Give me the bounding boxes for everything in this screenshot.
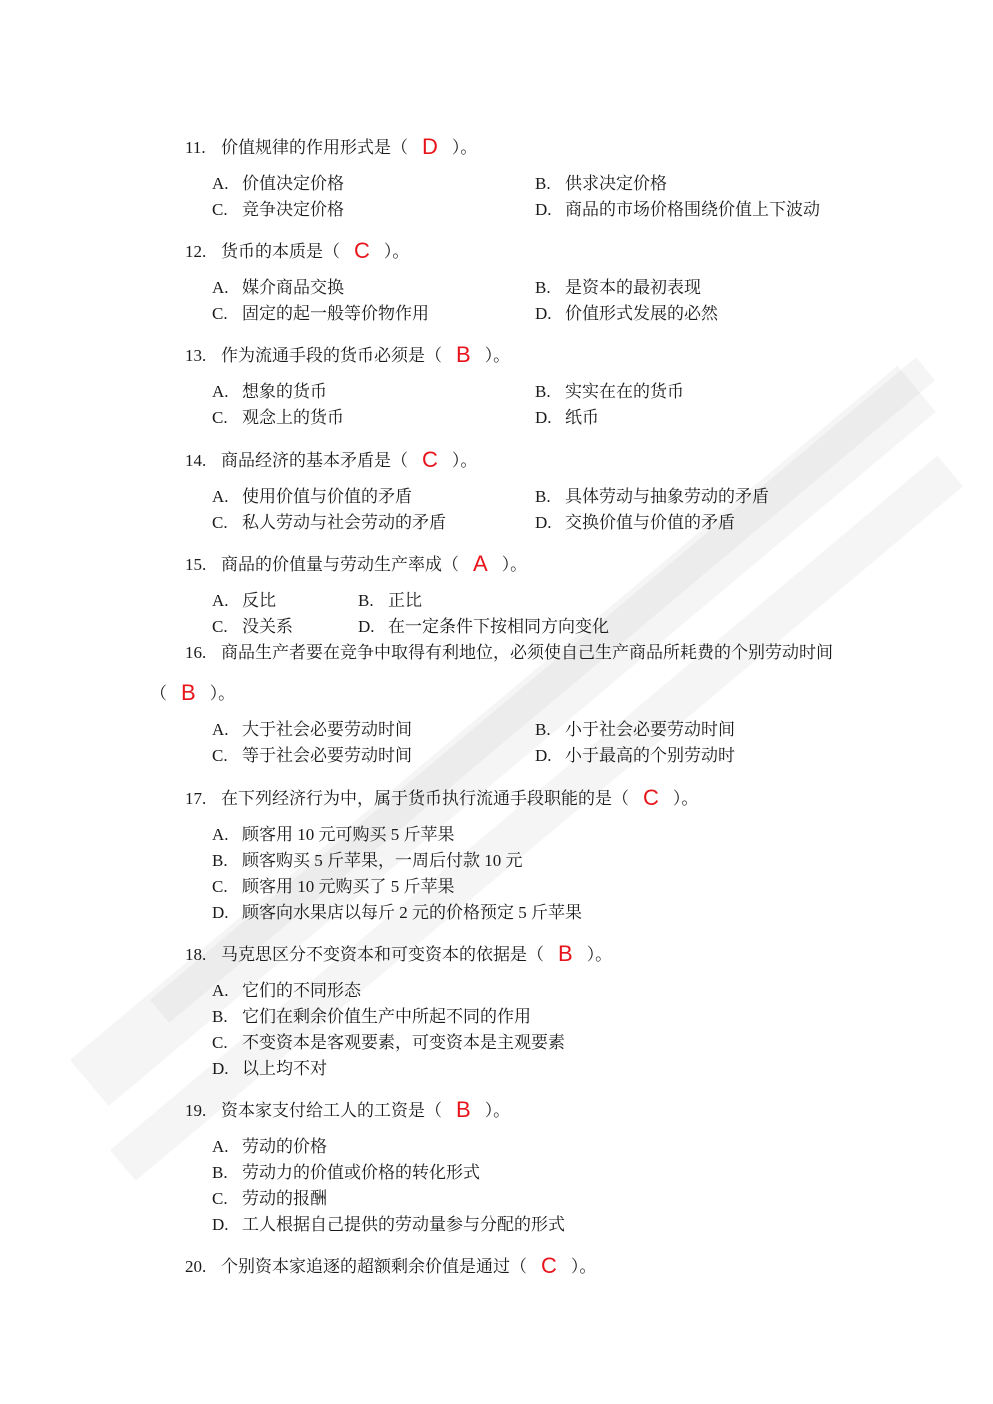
option-b <box>212 1006 531 1028</box>
option-b <box>358 590 422 612</box>
option-a <box>212 590 276 612</box>
option-label: B. <box>535 174 551 193</box>
question-number: 16. <box>185 643 207 662</box>
answer-mark: C <box>422 447 438 472</box>
option-text: 顾客向水果店以每斤 2 元的价格预定 5 斤苹果 <box>242 903 582 922</box>
option-label: D. <box>535 200 552 219</box>
option-d <box>535 199 820 221</box>
option-text: 价值决定价格 <box>242 174 344 193</box>
option-text: 正比 <box>388 591 422 610</box>
option-b <box>535 173 667 195</box>
question-number: 13. <box>185 346 207 365</box>
option-text: 交换价值与价值的矛盾 <box>565 513 735 532</box>
question-stem <box>185 943 612 966</box>
option-label: C. <box>212 304 228 323</box>
option-text: 想象的货币 <box>242 382 327 401</box>
option-text: 反比 <box>242 591 276 610</box>
question-text: 马克思区分不变资本和可变资本的依据是（ <box>221 945 544 964</box>
option-c <box>212 745 412 767</box>
option-text: 媒介商品交换 <box>242 278 344 297</box>
answer-mark: B <box>558 941 573 966</box>
option-label: B. <box>535 278 551 297</box>
option-a <box>212 381 327 403</box>
option-label: D. <box>535 513 552 532</box>
option-label: A. <box>212 981 229 1000</box>
question-stem <box>185 1099 510 1122</box>
option-d <box>535 303 718 325</box>
answer-mark: A <box>473 551 488 576</box>
question-stem <box>185 240 409 263</box>
option-text: 劳动的价格 <box>242 1137 327 1156</box>
question-text: 商品生产者要在竞争中取得有利地位，必须使自己生产商品所耗费的个别劳动时间 <box>221 643 833 662</box>
option-b <box>212 850 523 872</box>
option-label: C. <box>212 746 228 765</box>
option-a <box>212 486 412 508</box>
option-label: D. <box>212 903 229 922</box>
question-number: 14. <box>185 451 207 470</box>
option-label: D. <box>212 1059 229 1078</box>
option-c <box>212 876 455 898</box>
option-label: C. <box>212 1189 228 1208</box>
option-d <box>358 616 609 638</box>
option-text: 顾客用 10 元购买了 5 斤苹果 <box>242 877 455 896</box>
option-c <box>212 616 293 638</box>
option-label: C. <box>212 617 228 636</box>
option-label: B. <box>358 591 374 610</box>
option-label: B. <box>212 1163 228 1182</box>
option-c <box>212 407 344 429</box>
close-paren: ）。 <box>484 1101 511 1120</box>
option-label: A. <box>212 174 229 193</box>
option-c <box>212 512 446 534</box>
option-text: 劳动力的价值或价格的转化形式 <box>242 1163 480 1182</box>
option-text: 供求决定价格 <box>565 174 667 193</box>
option-a <box>212 719 412 741</box>
question-text: 资本家支付给工人的工资是（ <box>221 1101 442 1120</box>
option-text: 顾客购买 5 斤苹果，一周后付款 10 元 <box>242 851 523 870</box>
option-label: A. <box>212 720 229 739</box>
answer-mark: B <box>456 1097 471 1122</box>
option-text: 劳动的报酬 <box>242 1189 327 1208</box>
option-label: A. <box>212 278 229 297</box>
close-paren: ）。 <box>501 555 528 574</box>
option-label: A. <box>212 1137 229 1156</box>
option-text: 它们的不同形态 <box>242 981 361 1000</box>
option-text: 价值形式发展的必然 <box>565 304 718 323</box>
option-d <box>212 1214 565 1236</box>
option-d <box>212 902 582 924</box>
option-label: A. <box>212 487 229 506</box>
option-a <box>212 277 344 299</box>
question-number: 18. <box>185 945 207 964</box>
option-c <box>212 199 344 221</box>
option-d <box>535 407 599 429</box>
option-label: B. <box>212 1007 228 1026</box>
option-b <box>535 277 701 299</box>
option-text: 商品的市场价格围绕价值上下波动 <box>565 200 820 219</box>
option-label: B. <box>535 382 551 401</box>
question-number: 12. <box>185 242 207 261</box>
option-label: B. <box>212 851 228 870</box>
close-paren: ）。 <box>451 451 478 470</box>
question-text: 在下列经济行为中，属于货币执行流通手段职能的是（ <box>221 789 629 808</box>
question-stem <box>185 136 477 159</box>
question-stem <box>185 642 833 664</box>
close-paren: ）。 <box>672 789 699 808</box>
option-label: B. <box>535 720 551 739</box>
option-b <box>535 719 735 741</box>
question-text: 作为流通手段的货币必须是（ <box>221 346 442 365</box>
answer-mark: C <box>541 1253 557 1278</box>
option-label: C. <box>212 200 228 219</box>
option-text: 竞争决定价格 <box>242 200 344 219</box>
option-text: 固定的起一般等价物作用 <box>242 304 429 323</box>
option-a <box>212 173 344 195</box>
option-label: A. <box>212 591 229 610</box>
option-text: 不变资本是客观要素，可变资本是主观要素 <box>242 1033 565 1052</box>
close-paren: ）。 <box>451 138 478 157</box>
option-text: 小于社会必要劳动时间 <box>565 720 735 739</box>
option-text: 是资本的最初表现 <box>565 278 701 297</box>
option-label: A. <box>212 382 229 401</box>
question-stem <box>185 1255 596 1278</box>
option-text: 大于社会必要劳动时间 <box>242 720 412 739</box>
close-paren: ）。 <box>570 1257 597 1276</box>
option-text: 使用价值与价值的矛盾 <box>242 487 412 506</box>
answer-mark: B <box>181 680 196 705</box>
option-text: 实实在在的货币 <box>565 382 684 401</box>
question-stem <box>185 449 477 472</box>
option-d <box>212 1058 327 1080</box>
question-text: 商品的价值量与劳动生产率成（ <box>221 555 459 574</box>
option-label: A. <box>212 825 229 844</box>
close-paren: ）。 <box>586 945 613 964</box>
option-text: 观念上的货币 <box>242 408 344 427</box>
option-c <box>212 303 429 325</box>
option-d <box>535 512 735 534</box>
close-paren: ）。 <box>484 346 511 365</box>
option-text: 没关系 <box>242 617 293 636</box>
question-number: 17. <box>185 789 207 808</box>
question-number: 15. <box>185 555 207 574</box>
answer-mark: D <box>422 134 438 159</box>
option-label: C. <box>212 513 228 532</box>
close-paren: ）。 <box>383 242 410 261</box>
answer-line <box>150 682 235 705</box>
question-number: 11. <box>185 138 206 157</box>
option-b <box>535 486 769 508</box>
close-paren: ）。 <box>209 684 236 703</box>
question-text: 个别资本家追逐的超额剩余价值是通过（ <box>221 1257 527 1276</box>
answer-mark: C <box>354 238 370 263</box>
option-text: 私人劳动与社会劳动的矛盾 <box>242 513 446 532</box>
option-text: 纸币 <box>565 408 599 427</box>
question-text: 货币的本质是（ <box>221 242 340 261</box>
option-text: 在一定条件下按相同方向变化 <box>388 617 609 636</box>
option-label: C. <box>212 408 228 427</box>
option-label: C. <box>212 1033 228 1052</box>
answer-mark: B <box>456 342 471 367</box>
question-stem <box>185 553 527 576</box>
option-label: D. <box>535 746 552 765</box>
option-text: 顾客用 10 元可购买 5 斤苹果 <box>242 825 455 844</box>
answer-mark: C <box>643 785 659 810</box>
option-b <box>535 381 684 403</box>
question-number: 20. <box>185 1257 207 1276</box>
option-text: 它们在剩余价值生产中所起不同的作用 <box>242 1007 531 1026</box>
option-label: B. <box>535 487 551 506</box>
option-label: D. <box>535 304 552 323</box>
question-stem <box>185 344 510 367</box>
question-stem <box>185 787 698 810</box>
option-label: D. <box>358 617 375 636</box>
option-b <box>212 1162 480 1184</box>
option-text: 以上均不对 <box>242 1059 327 1078</box>
option-c <box>212 1032 565 1054</box>
question-text: 价值规律的作用形式是（ <box>221 138 408 157</box>
option-text: 具体劳动与抽象劳动的矛盾 <box>565 487 769 506</box>
option-a <box>212 824 455 846</box>
option-text: 等于社会必要劳动时间 <box>242 746 412 765</box>
option-label: C. <box>212 877 228 896</box>
option-a <box>212 1136 327 1158</box>
option-label: D. <box>535 408 552 427</box>
option-text: 工人根据自己提供的劳动量参与分配的形式 <box>242 1215 565 1234</box>
option-d <box>535 745 735 767</box>
option-c <box>212 1188 327 1210</box>
question-text: 商品经济的基本矛盾是（ <box>221 451 408 470</box>
option-a <box>212 980 361 1002</box>
option-text: 小于最高的个别劳动时 <box>565 746 735 765</box>
option-label: D. <box>212 1215 229 1234</box>
open-paren: （ <box>150 684 167 703</box>
question-number: 19. <box>185 1101 207 1120</box>
